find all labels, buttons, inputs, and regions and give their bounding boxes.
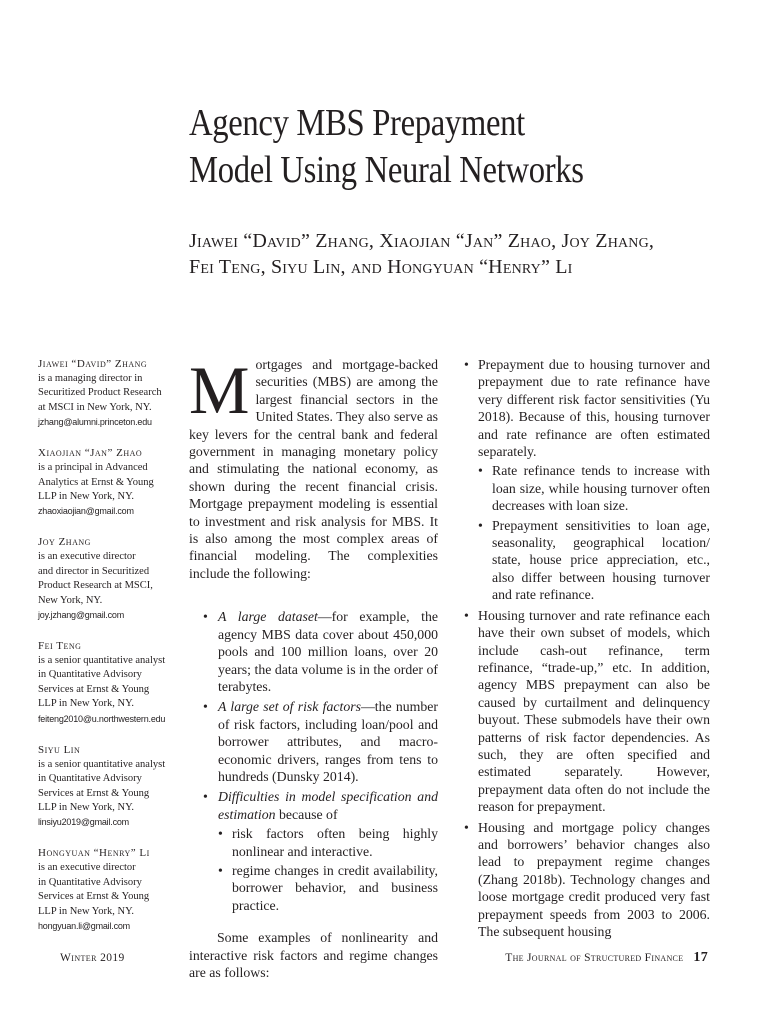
bio-line: Securitized Product Research xyxy=(38,387,162,399)
bio-name: Fei Teng xyxy=(38,640,82,653)
item-emphasis: Difficulties in model specification and estimation xyxy=(218,789,438,822)
item-text: —the number of risk factors, including loan/pool and borrower attributes, and macro-economic drivers, ranges from tens to hundreds (Dunsky 2014). xyxy=(218,699,438,784)
list-item: • Housing turnover and rate refinance each have their own subset of models, which include cash-out refinance, term refinance, “trade-up,” etc. In addition, agency MBS prepayment can also be caused by curtailment and delinquency buyout. These submodels have their own patterns of risk factor dependencies. As such, they are often specified and estimated separately. However, prepayment data often do not include the reason for prepayment. xyxy=(462,607,710,816)
author-list xyxy=(189,228,749,280)
bio-name: Hongyuan “Henry” Li xyxy=(38,847,150,860)
bio-email[interactable]: joy.jzhang@gmail.com xyxy=(38,610,125,621)
bio-email[interactable]: feiteng2010@u.northwestern.edu xyxy=(38,713,166,724)
complexities-list xyxy=(203,608,438,914)
sub-list-item: • regime changes in credit availability, borrower behavior, and business practice. xyxy=(218,862,438,914)
list-item xyxy=(203,698,438,785)
bio-zhang-jiawei xyxy=(38,357,188,429)
bio-line: Analytics at Ernst & Young xyxy=(38,476,154,488)
bio-line: Services at Ernst & Young xyxy=(38,683,150,695)
body-column-1 xyxy=(189,352,438,981)
sub-list-item: • Rate refinance tends to increase with loan size, while housing turnover often decreases with loan size. xyxy=(478,462,710,514)
bio-email[interactable]: hongyuan.li@gmail.com xyxy=(38,920,130,931)
item-text: because of xyxy=(275,806,338,822)
bio-line: LLP in New York, NY. xyxy=(38,698,134,710)
list-item xyxy=(462,356,710,604)
bio-line: is a senior quantitative analyst xyxy=(38,758,166,770)
journal-name: The Journal of Structured Finance xyxy=(505,952,684,964)
bio-zhao-xiaojian xyxy=(38,446,188,518)
bio-email[interactable]: jzhang@alumni.princeton.edu xyxy=(38,417,152,428)
list-item xyxy=(203,608,438,695)
bio-name: Jiawei “David” Zhang xyxy=(38,358,148,370)
bio-email[interactable]: linsiyu2019@gmail.com xyxy=(38,817,129,828)
sub-list xyxy=(478,462,710,603)
title-line-2: Model Using Neural Networks xyxy=(189,149,584,191)
item-emphasis: A large set of risk factors xyxy=(218,699,361,715)
bio-name: Joy Zhang xyxy=(38,536,91,549)
bio-teng-fei xyxy=(38,639,188,726)
bio-lin-siyu xyxy=(38,743,188,830)
bio-line: is a principal in Advanced xyxy=(38,462,148,474)
item-text: —for example, the agency MBS data cover about 450,000 pools and 100 million loans, over 20 years; the data volume is in the order of terabytes. xyxy=(218,609,438,694)
closing-paragraph: Some examples of nonlinearity and interactive risk factors and regime changes are as follows: xyxy=(189,930,438,980)
examples-list xyxy=(462,356,710,940)
page-number: 17 xyxy=(693,950,708,965)
sub-list-item: • Prepayment sensitivities to loan age, seasonality, geographical location/ state, house price appreciation, etc., also differ between housing turnover and rate refinance. xyxy=(478,517,710,604)
bio-line: LLP in New York, NY. xyxy=(38,905,134,917)
bio-line: LLP in New York, NY. xyxy=(38,801,134,813)
body-column-2 xyxy=(462,356,710,943)
intro-text: ortgages and mortgage-backed securities (MBS) are among the largest financial sectors in the United States. They also serve as key levers for the central bank and federal government in managing monetary policy and stimulating the national economy, as shown during the recent financial crisis. Mortgage prepayment modeling is essential to investment and risk analysis for MBS. It is also among the most complex areas of financial modeling. The complexities include the following: xyxy=(189,357,438,581)
bio-line: in Quantitative Advisory xyxy=(38,773,142,785)
bio-line: is a senior quantitative analyst xyxy=(38,655,166,667)
bio-line: is an executive director xyxy=(38,862,136,874)
bio-line: and director in Securitized xyxy=(38,565,150,577)
intro-paragraph xyxy=(189,352,438,582)
authors-line-1: Jiawei “David” Zhang, Xiaojian “Jan” Zhao, Joy Zhang, xyxy=(189,230,655,252)
list-item xyxy=(203,788,438,914)
item-emphasis: A large dataset xyxy=(218,609,318,625)
bio-line: in Quantitative Advisory xyxy=(38,876,142,888)
bio-line: LLP in New York, NY. xyxy=(38,491,134,503)
bio-name: Xiaojian “Jan” Zhao xyxy=(38,447,143,460)
bio-line: New York, NY. xyxy=(38,594,103,606)
authors-line-2: Fei Teng, Siyu Lin, and Hongyuan “Henry” Li xyxy=(189,256,573,278)
drop-cap: M xyxy=(189,352,250,428)
bio-line: is a managing director in xyxy=(38,373,143,384)
bio-line: Services at Ernst & Young xyxy=(38,787,150,799)
author-bios-sidebar xyxy=(38,357,188,950)
title-line-1: Agency MBS Prepayment xyxy=(189,102,525,144)
footer-journal xyxy=(505,950,708,966)
bio-name: Siyu Lin xyxy=(38,743,81,756)
bio-line: Product Research at MSCI, xyxy=(38,580,153,592)
item-text: Prepayment due to housing turnover and prepayment due to rate refinance have very different risk factor sensitivities (Yu 2018). Because of this, housing turnover and rate refinance are often estimated separately. xyxy=(478,357,710,460)
bio-line: in Quantitative Advisory xyxy=(38,669,142,681)
bio-line: Services at Ernst & Young xyxy=(38,891,150,903)
footer-issue: Winter 2019 xyxy=(60,952,125,964)
sub-list xyxy=(218,825,438,914)
bio-line: at MSCI in New York, NY. xyxy=(38,401,152,413)
article-title xyxy=(189,100,653,194)
bio-zhang-joy xyxy=(38,535,188,622)
bio-email[interactable]: zhaoxiaojian@gmail.com xyxy=(38,506,134,517)
sub-list-item: • risk factors often being highly nonlinear and interactive. xyxy=(218,825,438,860)
list-item: • Housing and mortgage policy changes and borrowers’ behavior changes also lead to prepayment regime changes (Zhang 2018b). Technology changes and loose mortgage credit produced very fast prepayment speeds from 2003 to 2006. The subsequent housing xyxy=(462,819,710,941)
bio-line: is an executive director xyxy=(38,551,136,563)
bio-li-hongyuan xyxy=(38,846,188,933)
